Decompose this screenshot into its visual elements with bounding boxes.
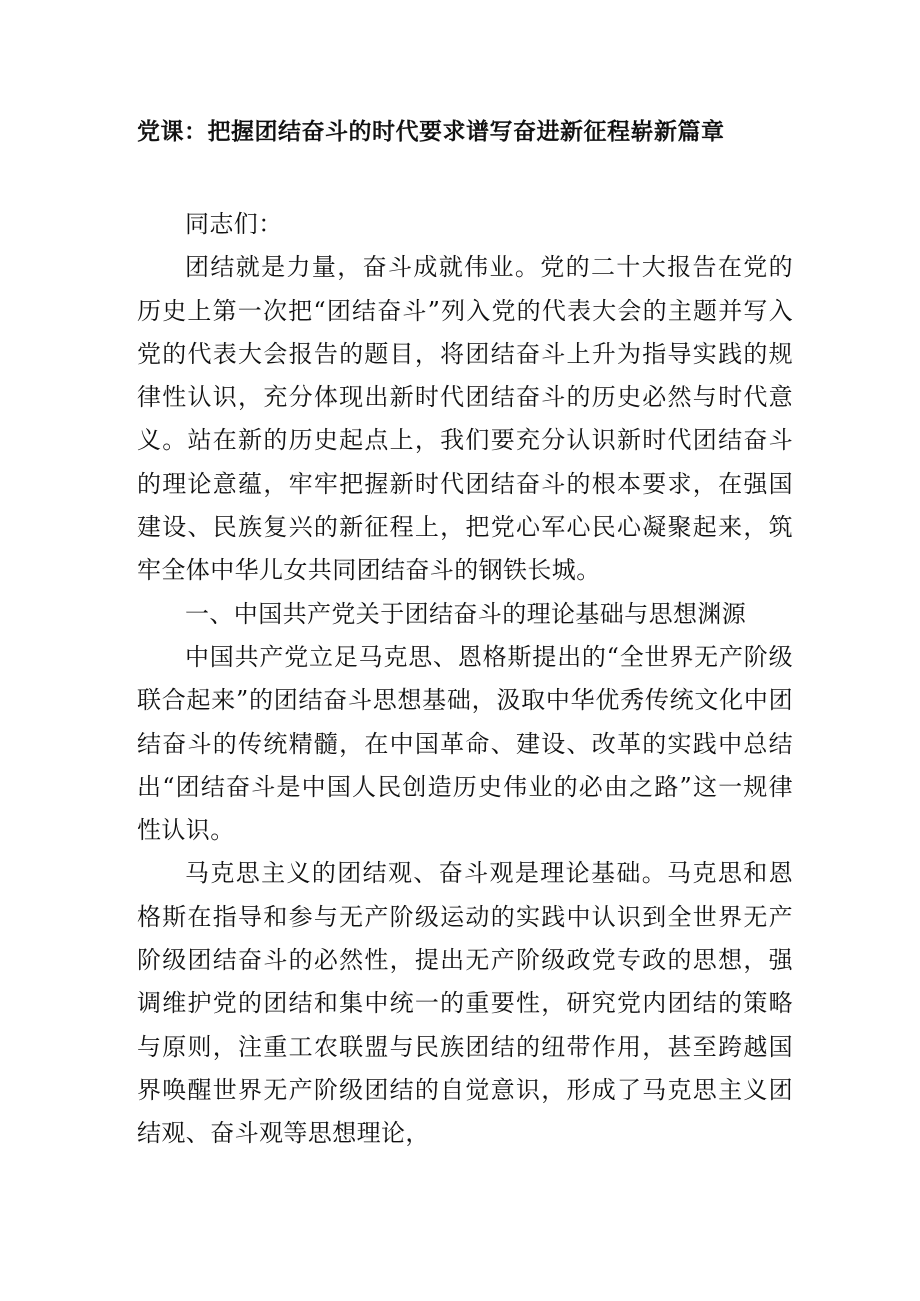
salutation: 同志们： — [185, 210, 283, 238]
document-body — [137, 203, 793, 1156]
paragraph-marxism: 马克思主义的团结观、奋斗观是理论基础。马克思和恩格斯在指导和参与无产阶级运动的实践中认识到全世界无产阶级团结奋斗的必然性，提出无产阶级政党专政的思想，强调维护党的团结和集中统一的重要性，研究党内团结的策略与原则，注重工农联盟与民族团结的纽带作用，甚至跨越国界唤醒世界无产阶级团结的自觉意识，形成了马克思主义团结观、奋斗观等思想理论， — [137, 859, 793, 1148]
document-title: 党课：把握团结奋斗的时代要求谱写奋进新征程崭新篇章 — [137, 118, 725, 145]
paragraph-intro: 团结就是力量，奋斗成就伟业。党的二十大报告在党的历史上第一次把“团结奋斗”列入党的代表大会的主题并写入党的代表大会报告的题目，将团结奋斗上升为指导实践的规律性认识，充分体现出新时代团结奋斗的历史必然与时代意义。站在新的历史起点上，我们要充分认识新时代团结奋斗的理论意蕴，牢牢把握新时代团结奋斗的根本要求，在强国建设、民族复兴的新征程上，把党心军心民心凝聚起来，筑牢全体中华儿女共同团结奋斗的钢铁长城。 — [137, 253, 793, 585]
paragraph-section-1-intro: 中国共产党立足马克思、恩格斯提出的“全世界无产阶级联合起来”的团结奋斗思想基础，汲取中华优秀传统文化中团结奋斗的传统精髓，在中国革命、建设、改革的实践中总结出“团结奋斗是中国人民创造历史伟业的必由之路”这一规律性认识。 — [137, 642, 793, 845]
section-heading-1: 一、中国共产党关于团结奋斗的理论基础与思想渊源 — [185, 599, 747, 628]
